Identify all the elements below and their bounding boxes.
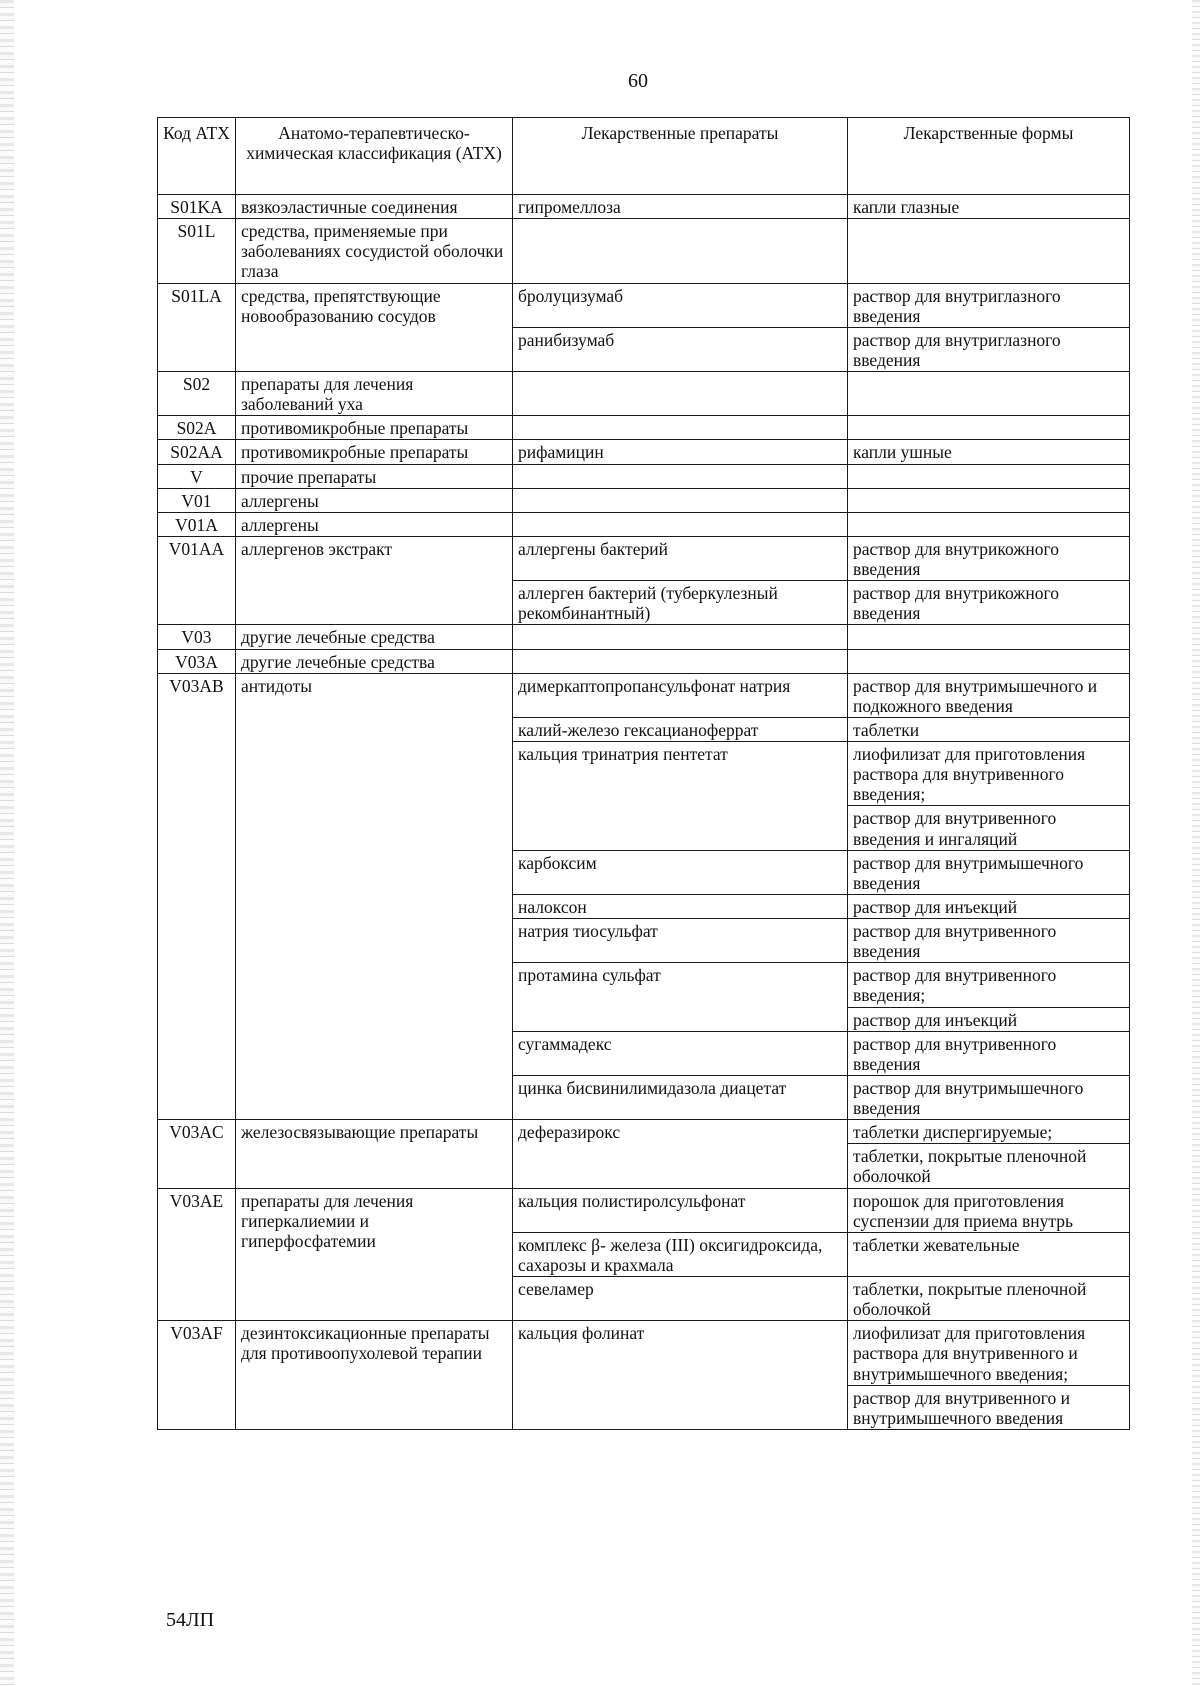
drug-name: протамина сульфат (513, 963, 848, 1031)
header-forms: Лекарственные формы (848, 118, 1130, 195)
atc-code: V01AA (158, 536, 236, 625)
drug-form: капли глазные (848, 195, 1130, 219)
drug-form: раствор для внутримышечного и подкожного введения (848, 673, 1130, 717)
atc-code: S01LA (158, 283, 236, 372)
atc-table (157, 117, 1130, 1430)
drug-form: раствор для внутривенного введения и ингаляций (848, 806, 1130, 850)
drug-name: цинка бисвинилимидазола диацетат (513, 1075, 848, 1119)
drug-form: раствор для внутривенного введения (848, 919, 1130, 963)
drug-name: димеркаптопропансульфонат натрия (513, 673, 848, 717)
drug-form-empty (848, 488, 1130, 512)
atc-class-name: аллергены (236, 488, 513, 512)
atc-code: V03AB (158, 673, 236, 1120)
drug-form: таблетки диспергируемые; (848, 1120, 1130, 1144)
atc-class-name: противомикробные препараты (236, 416, 513, 440)
drug-form: раствор для инъекций (848, 1007, 1130, 1031)
drug-name: аллергены бактерий (513, 536, 848, 580)
header-classification: Анатомо-терапевтическо-химическая классификация (АТХ) (236, 118, 513, 195)
atc-class-name: вязкоэластичные соединения (236, 195, 513, 219)
footer-code: 54ЛП (166, 1609, 215, 1631)
atc-code: V03AF (158, 1321, 236, 1430)
drug-form-empty (848, 219, 1130, 283)
table-row (158, 512, 1130, 536)
table-row (158, 673, 1130, 717)
atc-code: V03AC (158, 1120, 236, 1188)
drug-name: ранибизумаб (513, 327, 848, 371)
table-row (158, 1188, 1130, 1232)
drug-form-empty (848, 649, 1130, 673)
drug-name: деферазирокс (513, 1120, 848, 1188)
drug-name: карбоксим (513, 850, 848, 894)
drug-form: раствор для внутриглазного введения (848, 327, 1130, 371)
drug-form-empty (848, 464, 1130, 488)
drug-name-empty (513, 488, 848, 512)
atc-table-body (158, 195, 1130, 1430)
drug-form-empty (848, 416, 1130, 440)
scan-edge-left (0, 0, 14, 1686)
drug-form: капли ушные (848, 440, 1130, 464)
table-row (158, 440, 1130, 464)
atc-code: V (158, 464, 236, 488)
drug-form: раствор для внутримышечного введения (848, 1075, 1130, 1119)
drug-form: раствор для внутриглазного введения (848, 283, 1130, 327)
scan-edge-right (1192, 0, 1200, 1686)
atc-class-name: аллергены (236, 512, 513, 536)
atc-code: V03A (158, 649, 236, 673)
table-row (158, 488, 1130, 512)
drug-form: таблетки, покрытые пленочной оболочкой (848, 1277, 1130, 1321)
atc-code: S02 (158, 372, 236, 416)
page-number: 60 (628, 70, 648, 92)
table-row (158, 464, 1130, 488)
header-drugs: Лекарственные препараты (513, 118, 848, 195)
drug-form: раствор для внутрикожного введения (848, 581, 1130, 625)
drug-form-empty (848, 512, 1130, 536)
atc-class-name: антидоты (236, 673, 513, 1120)
header-code: Код АТХ (158, 118, 236, 195)
drug-name: гипромеллоза (513, 195, 848, 219)
drug-name: кальция фолинат (513, 1321, 848, 1430)
drug-form: раствор для внутривенного и внутримышечного введения (848, 1385, 1130, 1429)
drug-name-empty (513, 372, 848, 416)
table-header-row (158, 118, 1130, 195)
table-row (158, 219, 1130, 283)
atc-class-name: противомикробные препараты (236, 440, 513, 464)
atc-class-name: средства, препятствующие новообразованию сосудов (236, 283, 513, 372)
drug-form: таблетки жевательные (848, 1232, 1130, 1276)
drug-name: налоксон (513, 894, 848, 918)
drug-form: раствор для внутрикожного введения (848, 536, 1130, 580)
drug-name: сугаммадекс (513, 1031, 848, 1075)
drug-form-empty (848, 372, 1130, 416)
drug-form: раствор для внутривенного введения; (848, 963, 1130, 1007)
drug-name-empty (513, 416, 848, 440)
table-row (158, 536, 1130, 580)
atc-code: V01A (158, 512, 236, 536)
atc-class-name: железосвязывающие препараты (236, 1120, 513, 1188)
table-row (158, 195, 1130, 219)
table-row (158, 625, 1130, 649)
drug-name-empty (513, 512, 848, 536)
drug-name: кальция полистиролсульфонат (513, 1188, 848, 1232)
drug-name: севеламер (513, 1277, 848, 1321)
atc-class-name: другие лечебные средства (236, 649, 513, 673)
table-row (158, 283, 1130, 327)
drug-name: калий-железо гексацианоферрат (513, 717, 848, 741)
atc-code: V03AE (158, 1188, 236, 1321)
drug-name: натрия тиосульфат (513, 919, 848, 963)
atc-code: V01 (158, 488, 236, 512)
drug-name: кальция тринатрия пентетат (513, 742, 848, 851)
atc-class-name: препараты для лечения заболеваний уха (236, 372, 513, 416)
drug-form: таблетки (848, 717, 1130, 741)
atc-code: S01KA (158, 195, 236, 219)
drug-name-empty (513, 625, 848, 649)
atc-code: S02AA (158, 440, 236, 464)
drug-name: комплекс β- железа (III) оксигидроксида, сахарозы и крахмала (513, 1232, 848, 1276)
atc-class-name: средства, применяемые при заболеваниях сосудистой оболочки глаза (236, 219, 513, 283)
drug-form: таблетки, покрытые пленочной оболочкой (848, 1144, 1130, 1188)
atc-class-name: прочие препараты (236, 464, 513, 488)
table-row (158, 1321, 1130, 1385)
drug-name: рифамицин (513, 440, 848, 464)
drug-form: лиофилизат для приготовления раствора для внутривенного и внутримышечного введения; (848, 1321, 1130, 1385)
atc-class-name: дезинтоксикационные препараты для противоопухолевой терапии (236, 1321, 513, 1430)
drug-name-empty (513, 219, 848, 283)
atc-code: S02A (158, 416, 236, 440)
drug-form: раствор для внутримышечного введения (848, 850, 1130, 894)
drug-name-empty (513, 464, 848, 488)
drug-name: бролуцизумаб (513, 283, 848, 327)
drug-form: порошок для приготовления суспензии для приема внутрь (848, 1188, 1130, 1232)
atc-code: S01L (158, 219, 236, 283)
atc-class-name: аллергенов экстракт (236, 536, 513, 625)
drug-form-empty (848, 625, 1130, 649)
atc-class-name: другие лечебные средства (236, 625, 513, 649)
atc-class-name: препараты для лечения гиперкалиемии и гиперфосфатемии (236, 1188, 513, 1321)
table-row (158, 649, 1130, 673)
drug-form: лиофилизат для приготовления раствора для внутривенного введения; (848, 742, 1130, 806)
drug-form: раствор для инъекций (848, 894, 1130, 918)
table-row (158, 1120, 1130, 1144)
drug-form: раствор для внутривенного введения (848, 1031, 1130, 1075)
atc-code: V03 (158, 625, 236, 649)
drug-name-empty (513, 649, 848, 673)
table-row (158, 416, 1130, 440)
table-row (158, 372, 1130, 416)
drug-name: аллерген бактерий (туберкулезный рекомбинантный) (513, 581, 848, 625)
